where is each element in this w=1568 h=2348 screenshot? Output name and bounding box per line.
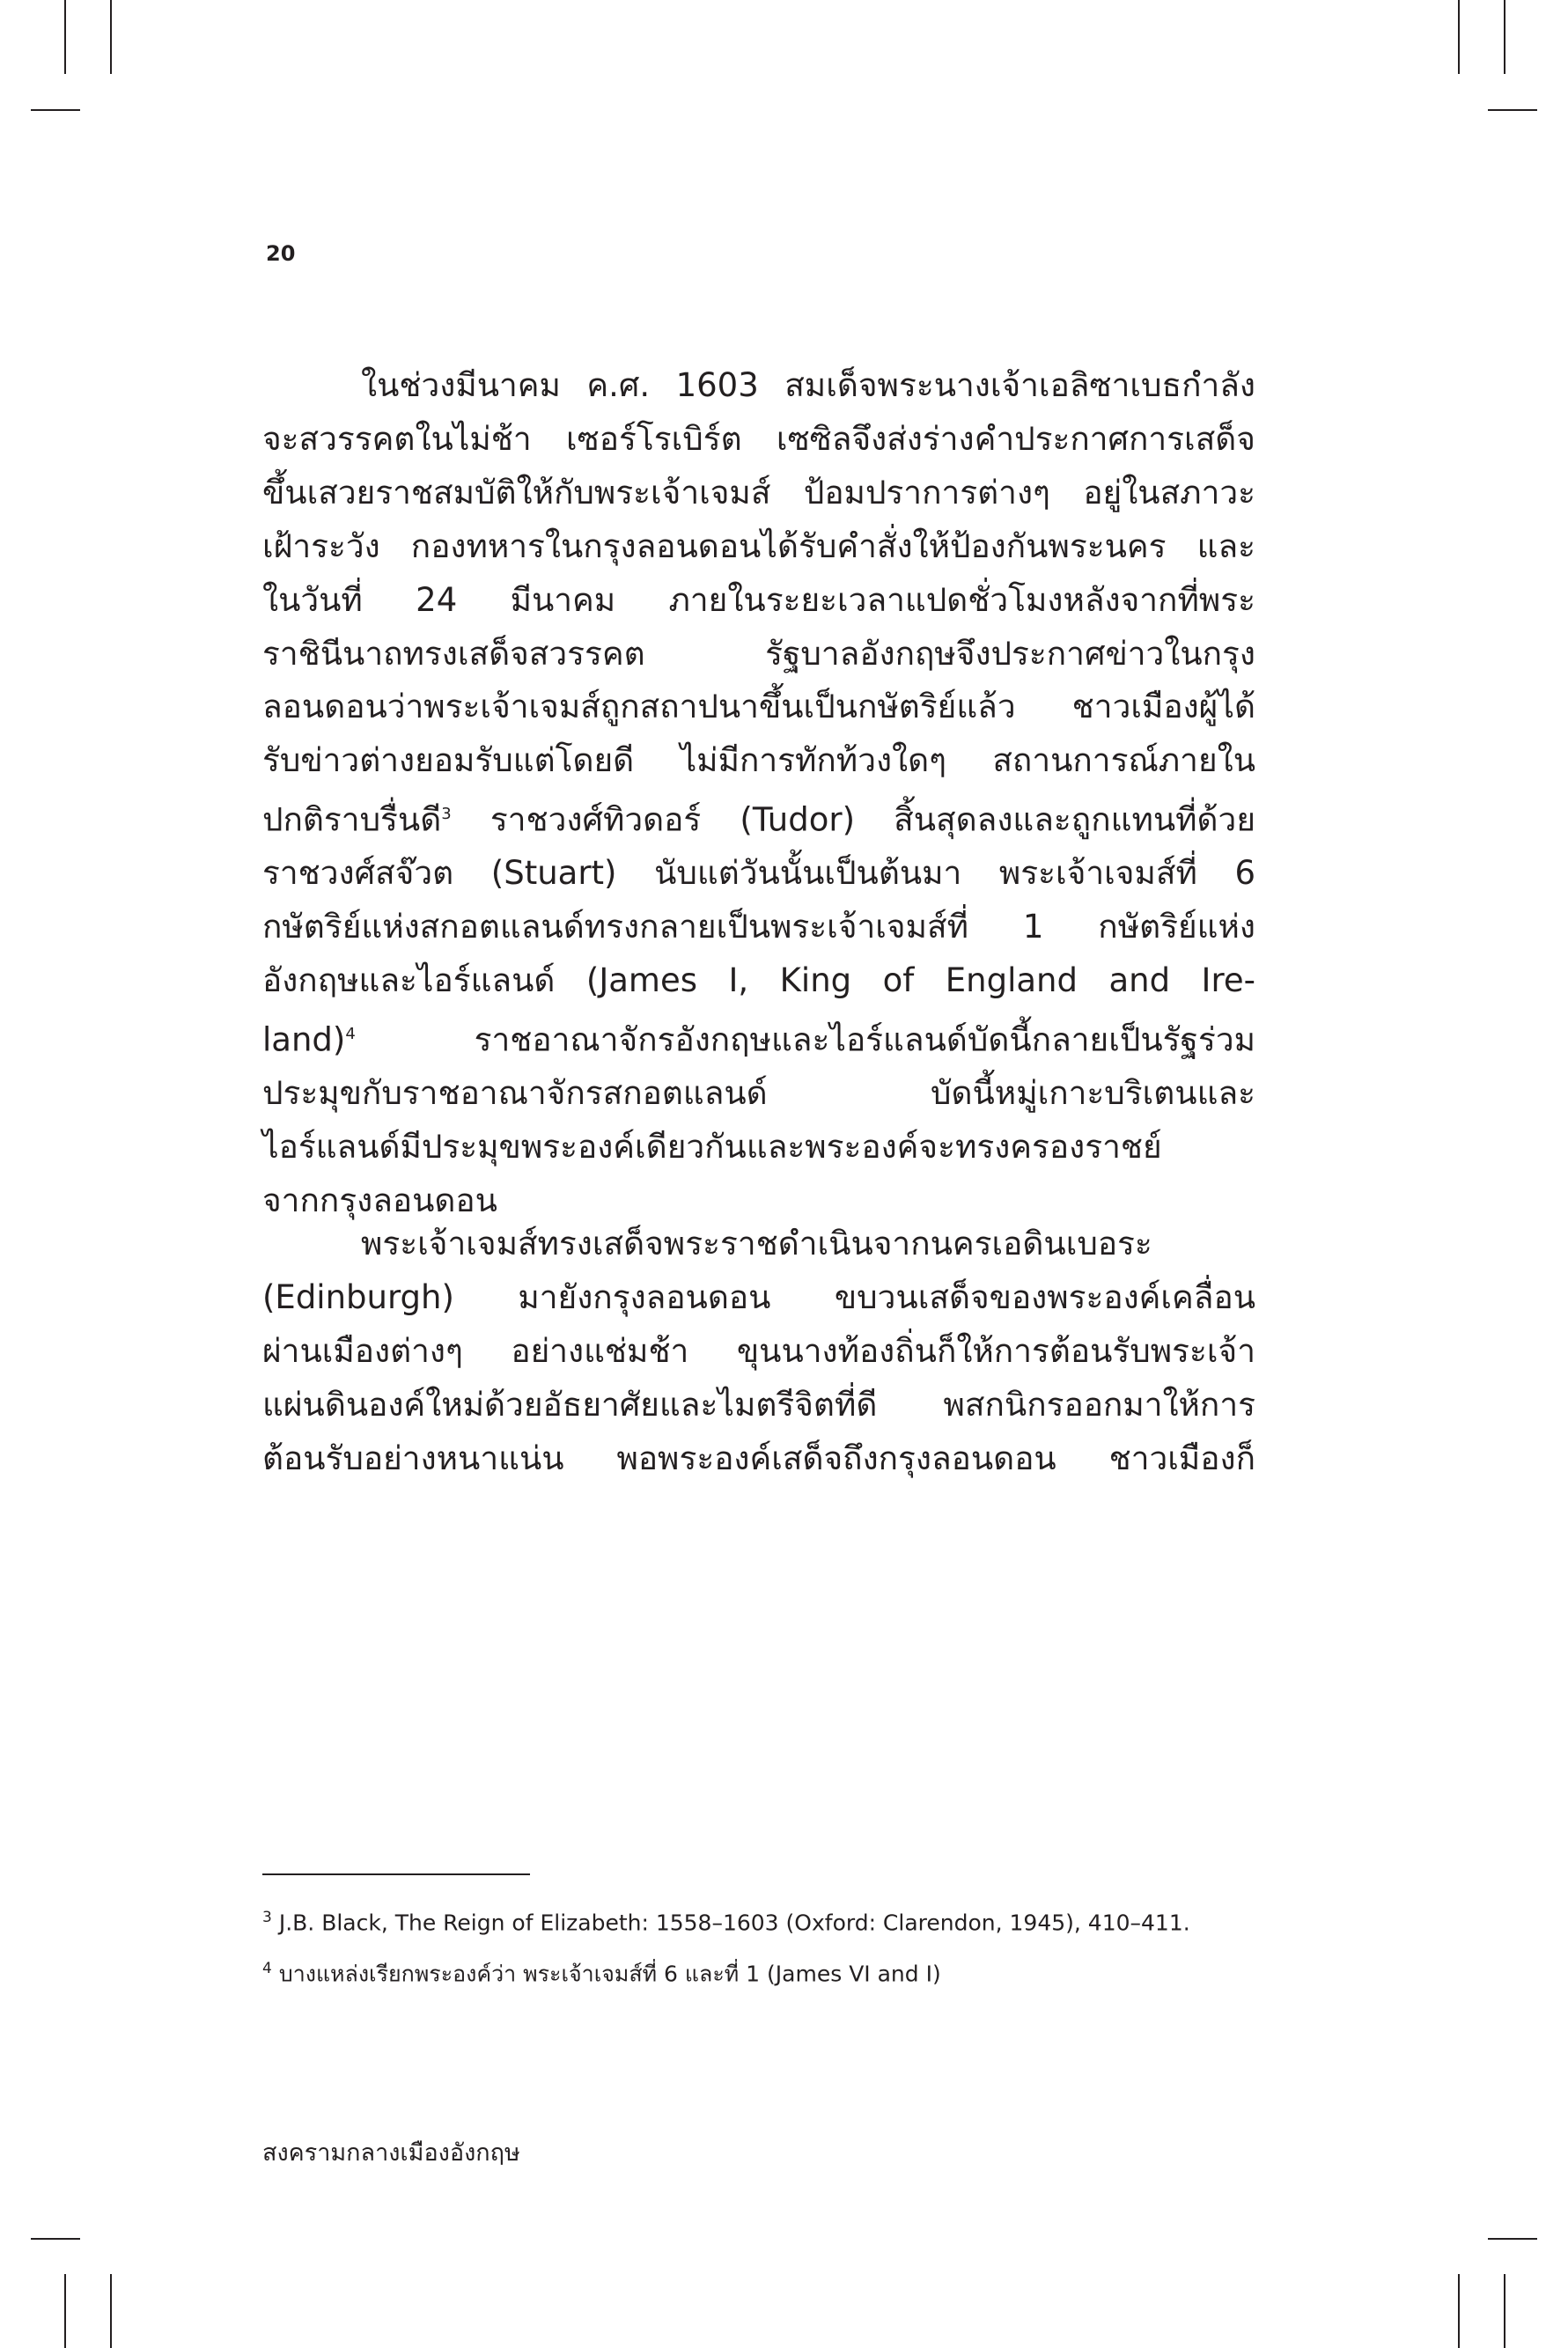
paragraph-2: [262, 1218, 1255, 1486]
crop-mark: [1504, 2274, 1505, 2348]
crop-mark: [110, 0, 112, 74]
text-segment: ปกติราบรื่นดี: [262, 800, 442, 839]
text-line: ลอนดอนว่าพระเจ้าเจมส์ถูกสถาปนาขึ้นเป็นกษัตริย์แล้ว ชาวเมืองผู้ได้: [262, 688, 1255, 726]
text-line: ต้อนรับอย่างหนาแน่น พอพระองค์เสด็จถึงกรุงลอนดอน ชาวเมืองก็: [262, 1439, 1255, 1477]
crop-mark: [64, 0, 66, 74]
footnote-number: 4: [262, 1960, 272, 1978]
text-line: ประมุขกับราชอาณาจักรสกอตแลนด์ บัดนี้หมู่เกาะบริเตนและ: [262, 1074, 1255, 1113]
text-line: พระเจ้าเจมส์ทรงเสด็จพระราชดำเนินจากนครเอดินเบอระ: [361, 1225, 1152, 1262]
crop-mark: [1488, 109, 1537, 111]
footnote-4: [262, 1946, 1255, 1997]
text-line: [262, 788, 1255, 847]
crop-mark: [31, 2238, 80, 2240]
running-footer-book-title: สงครามกลางเมืองอังกฤษ: [262, 2139, 520, 2167]
text-line: ราชวงศ์สจ๊วต (Stuart) นับแต่วันนั้นเป็นต้นมา พระเจ้าเจมส์ที่ 6: [262, 854, 1255, 893]
text-line: จะสวรรคตในไม่ช้า เซอร์โรเบิร์ต เซซิลจึงส่งร่างคำประกาศการเสด็จ: [262, 419, 1255, 458]
crop-mark: [1488, 2238, 1537, 2240]
crop-mark: [64, 2274, 66, 2348]
text-line: (Edinburgh) มายังกรุงลอนดอน ขบวนเสด็จของพระองค์เคลื่อน: [262, 1277, 1255, 1316]
text-line: ในช่วงมีนาคม ค.ศ. 1603 สมเด็จพระนางเจ้าเอลิซาเบธกำลัง: [361, 366, 1255, 404]
footnote-text: J.B. Black, The Reign of Elizabeth: 1558–1603 (Oxford: Clarendon, 1945), 410–411.: [278, 1910, 1190, 1936]
text-line: อังกฤษและไอร์แลนด์ (James I, King of England and Ire-: [262, 961, 1255, 1000]
footnote-text: บางแหล่งเรียกพระองค์ว่า พระเจ้าเจมส์ที่ 6 และที่ 1 (James VI and I): [278, 1961, 941, 1987]
text-line: [262, 1008, 1255, 1067]
crop-mark: [31, 109, 80, 111]
paragraph-1: [262, 359, 1255, 1228]
text-segment: land): [262, 1020, 346, 1059]
text-line: ในวันที่ 24 มีนาคม ภายในระยะเวลาแปดชั่วโมงหลังจากที่พระ: [262, 580, 1255, 619]
footnote-ref[interactable]: 4: [345, 1025, 356, 1044]
footnotes: [262, 1895, 1255, 1998]
text-line: ราชินีนาถทรงเสด็จสวรรคต รัฐบาลอังกฤษจึงประกาศข่าวในกรุง: [262, 634, 1255, 673]
text-line: แผ่นดินองค์ใหม่ด้วยอัธยาศัยและไมตรีจิตที่ดี พสกนิกรออกมาให้การ: [262, 1385, 1255, 1424]
text-line: เฝ้าระวัง กองทหารในกรุงลอนดอนได้รับคำสั่งให้ป้องกันพระนคร และ: [262, 526, 1255, 565]
crop-mark: [1458, 2274, 1460, 2348]
crop-mark: [1504, 0, 1505, 74]
footnote-number: 3: [262, 1909, 272, 1926]
text-line: ไอร์แลนด์มีประมุขพระองค์เดียวกันและพระองค์จะทรงครองราชย์: [262, 1128, 1162, 1167]
text-line: จากกรุงลอนดอน: [262, 1181, 497, 1220]
page-number: 20: [266, 241, 296, 266]
text-line: รับข่าวต่างยอมรับแต่โดยดี ไม่มีการทักท้วงใดๆ สถานการณ์ภายใน: [262, 741, 1255, 780]
crop-mark: [110, 2274, 112, 2348]
text-line: กษัตริย์แห่งสกอตแลนด์ทรงกลายเป็นพระเจ้าเจมส์ที่ 1 กษัตริย์แห่ง: [262, 908, 1255, 946]
text-segment: ราชอาณาจักรอังกฤษและไอร์แลนด์บัดนี้กลายเป็นรัฐร่วม: [474, 1020, 1255, 1059]
crop-mark: [1458, 0, 1460, 74]
text-line: ผ่านเมืองต่างๆ อย่างแช่มช้า ขุนนางท้องถิ่นก็ให้การต้อนรับพระเจ้า: [262, 1331, 1255, 1370]
footnote-divider: [262, 1873, 530, 1875]
text-segment: ราชวงศ์ทิวดอร์ (Tudor) สิ้นสุดลงและถูกแทนที่ด้วย: [490, 800, 1256, 839]
footnote-ref[interactable]: 3: [441, 805, 452, 824]
text-line: ขึ้นเสวยราชสมบัติให้กับพระเจ้าเจมส์ ป้อมปราการต่างๆ อยู่ในสภาวะ: [262, 473, 1255, 512]
footnote-3: [262, 1895, 1255, 1946]
